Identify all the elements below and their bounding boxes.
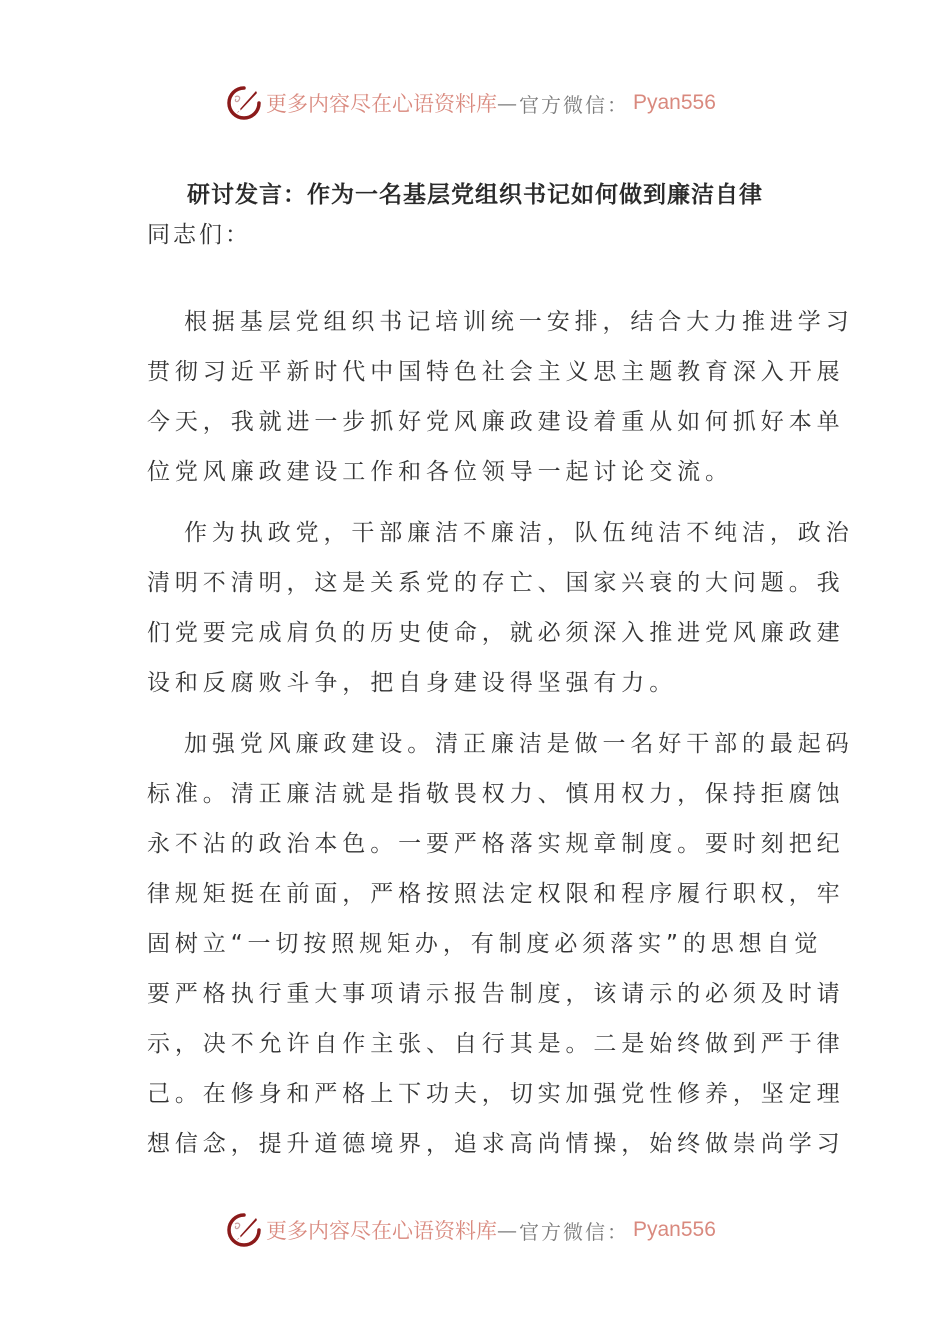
footer-watermark [226,1210,726,1250]
paragraph-line: 根据基层党组织书记培训统一安排，结合大力推进学习 [184,309,854,335]
paragraph-1 [147,297,854,497]
watermark-wechat-id: Pyan556 [633,1218,716,1241]
paragraph-line: 贯彻习近平新时代中国特色社会主义思主题教育深入开展 [147,359,845,385]
watermark-brand-text: 更多内容尽在心语资料库 [266,92,497,116]
watermark-dash: — [497,1218,519,1242]
paragraph-line: 想信念，提升道德境界，追求高尚情操，始终做崇尚学习 [147,1131,845,1157]
paragraph-line: 设和反腐败斗争，把自身建设得坚强有力。 [147,670,678,696]
salutation: 同志们： [147,222,251,248]
paragraph-3 [147,719,854,1169]
watermark-wechat-label: 官方微信： [519,1219,629,1244]
paragraph-line: 清明不清明，这是关系党的存亡、国家兴衰的大问题。我 [147,570,845,596]
header-watermark [226,83,726,123]
paragraph-line: 己。在修身和严格上下功夫，切实加强党性修养，坚定理 [147,1081,845,1107]
paragraph-line: 今天，我就进一步抓好党风廉政建设着重从如何抓好本单 [147,409,845,435]
paragraph-line: 作为执政党，干部廉洁不廉洁，队伍纯洁不纯洁，政治 [184,520,854,546]
paragraph-line: 加强党风廉政建设。清正廉洁是做一名好干部的最起码 [184,731,854,757]
paragraph-line: 们党要完成肩负的历史使命，就必须深入推进党风廉政建 [147,620,845,646]
paragraph-line: 固树立“一切按照规矩办，有制度必须落实”的思想自觉 [147,931,823,957]
quill-pen-logo-icon [226,1212,262,1248]
paragraph-line: 位党风廉政建设工作和各位领导一起讨论交流。 [147,459,733,485]
paragraph-line: 永不沾的政治本色。一要严格落实规章制度。要时刻把纪 [147,831,845,857]
watermark-brand-text: 更多内容尽在心语资料库 [266,1219,497,1243]
paragraph-line: 律规矩挺在前面，严格按照法定权限和程序履行职权，牢 [147,881,845,907]
document-body [147,297,854,1180]
quill-pen-logo-icon [226,85,262,121]
paragraph-line: 示，决不允许自作主张、自行其是。二是始终做到严于律 [147,1031,845,1057]
watermark-dash: — [497,91,519,115]
watermark-wechat-label: 官方微信： [519,92,629,117]
paragraph-2 [147,508,854,708]
paragraph-line: 要严格执行重大事项请示报告制度，该请示的必须及时请 [147,981,845,1007]
watermark-wechat-id: Pyan556 [633,91,716,114]
paragraph-line: 标准。清正廉洁就是指敬畏权力、慎用权力，保持拒腐蚀 [147,781,845,807]
document-title: 研讨发言：作为一名基层党组织书记如何做到廉洁自律 [187,182,763,208]
